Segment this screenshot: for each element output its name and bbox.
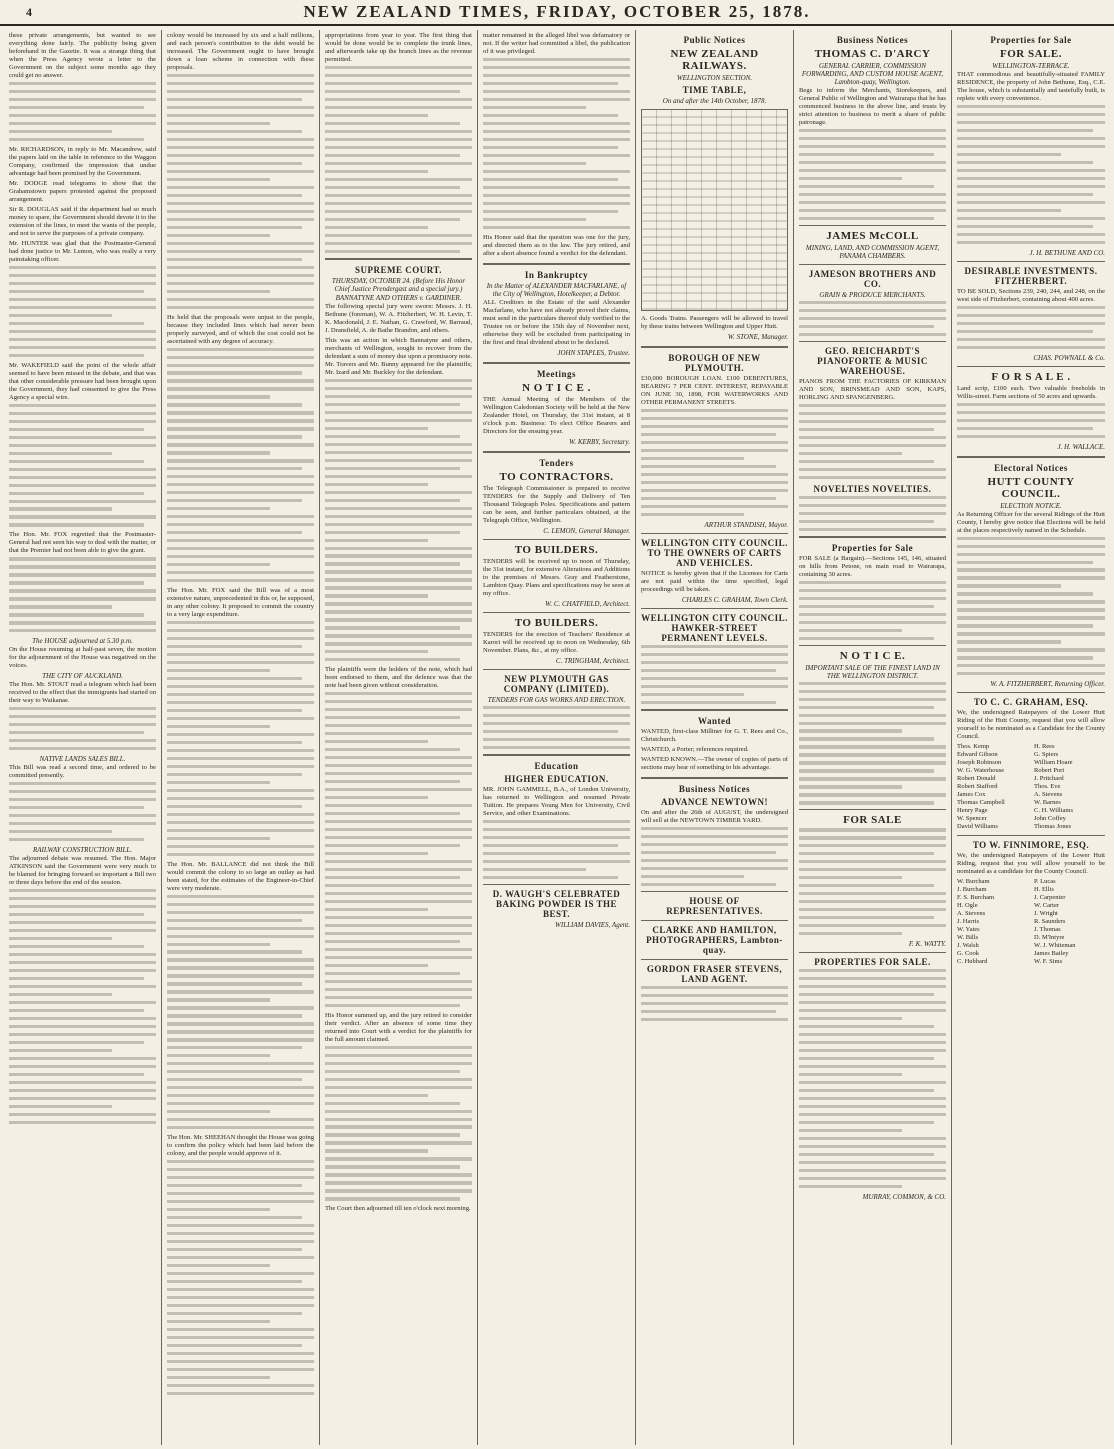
notice-body: A. Goods Trains. Passengers will be allowed to travel by these trains between Wellington and Upper Hutt.	[641, 315, 788, 330]
notice-title: JAMES McCOLL	[826, 229, 919, 242]
ratepayer-name: W. Yates	[957, 926, 980, 934]
text-block	[9, 889, 156, 1124]
text-block	[799, 828, 946, 935]
ratepayer-name: Robert Port	[1034, 767, 1065, 775]
ratepayer-name: J. Harris	[957, 918, 980, 926]
text-block	[9, 82, 156, 141]
column-3	[320, 30, 478, 1445]
railway-timetable	[641, 109, 788, 311]
article-paragraph: The Hon. Mr. FOX said the Bill was of a most extensive nature, unprecedented in this or, he supposed, in any other colony. It proposed to commit the country to a very large expenditure.	[167, 587, 314, 619]
newspaper-title: NEW ZEALAND TIMES, FRIDAY, OCTOBER 25, 1878.	[303, 2, 811, 21]
notice-title: FOR SALE.	[1000, 48, 1062, 60]
article-paragraph: The Court then adjourned till ten o'clock next morning.	[325, 1205, 471, 1213]
ratepayer-name: H. Ellis	[1034, 886, 1054, 894]
notice-title: TO W. FINNIMORE, ESQ.	[972, 840, 1090, 851]
article-paragraph: The adjourned debate was resumed. The Hon. Major ATKINSON said the Government were very much to be blamed for bringing forward so important a Bill two or three days before the end of the session.	[9, 855, 156, 887]
signature: W. C. CHATFIELD, Architect.	[545, 599, 630, 608]
notice-body: Land scrip, £100 each. Two valuable freeholds in Willis-street. Farm sections of 50 acres and upwards.	[957, 384, 1105, 400]
ratepayer-name: H. Ogle	[957, 902, 978, 910]
article-paragraph: The Hon. Mr. BALLANCE did not think the Bill would commit the colony to so large an outlay as had been stated, for the estimates of the Engineer-in-Chief were very moderate.	[167, 860, 314, 892]
ratepayer-name: C. H. Williams	[1034, 807, 1073, 815]
notice-title: CLARKE AND HAMILTON, PHOTOGRAPHERS, Lambton-quay.	[646, 924, 783, 955]
notice-body: TENDERS will be received up to noon of Thursday, the 31st instant, for extensive Alterations and Additions to the premises of Messrs. Gray and Featherstone, Lambton Quay. Plans and specifications may be seen at my office.	[483, 557, 630, 597]
notice-title: In the Matter of ALEXANDER MACFARLANE, of the City of Wellington, Hotelkeeper, a Debtor.	[486, 281, 627, 298]
article-paragraph: these private arrangements, but wanted to see everything done fairly. The publicity being given beforehand in the Gazette. It was a strange thing that when the Press Agency wrote a letter to the Government on the subject some months ago they could get no answer.	[9, 32, 156, 79]
signature: W. STONE, Manager.	[727, 333, 788, 341]
notice-body: TENDERS for the erection of Teachers' Residence at Karori will be received up to noon on Wednesday, 6th November. Plans, &c., at my office.	[483, 630, 630, 654]
wanted-ad: WANTED KNOWN.—The owner of copies of parts of sections may hear of something to his advantage.	[641, 755, 788, 771]
article-paragraph: He held that the proposals were unjust to the people, because they included lines which had never been properly surveyed, and of which the cost could not be ascertained with any degree of accuracy.	[167, 313, 314, 345]
text-block	[957, 537, 1105, 676]
ratepayer-name: G. Spiers	[1034, 751, 1059, 759]
notice-title: NOVELTIES NOVELTIES.	[813, 483, 932, 494]
ratepayer-name: James Cox	[957, 791, 986, 799]
article-heading: NATIVE LANDS SALES BILL.	[39, 755, 126, 764]
notice-title: GORDON FRASER STEVENS, LAND AGENT.	[646, 963, 783, 984]
ratepayer-name: W. G. Waterhouse	[957, 767, 1005, 775]
article-paragraph: This Bill was read a second time, and ordered to be committed presently.	[9, 764, 156, 780]
text-block	[641, 827, 788, 886]
ratepayer-name: A. Stevens	[1034, 791, 1063, 799]
section-title: Public Notices	[683, 35, 746, 45]
notice-subtitle: TENDERS FOR GAS WORKS AND ERECTION.	[487, 695, 626, 704]
ratepayer-name: D. M'Intyre	[1034, 934, 1065, 942]
section-title: Education	[534, 760, 579, 771]
ratepayer-name: J. Carpenter	[1034, 894, 1066, 902]
ratepayer-name: Robert Stafford	[957, 783, 998, 791]
text-block	[325, 692, 472, 1007]
notice-body: On and after the 26th of AUGUST, the undersigned will sell at the NEWTOWN TIMBER YARD.	[641, 808, 788, 824]
ratepayer-names	[957, 743, 1105, 831]
page-number: 4	[26, 4, 32, 19]
article-paragraph: This was an action in which Bannatyne and others, merchants of Wellington, sought to recover from the defendant a sum of money due upon a promissory note. Mr. Travers and Mr. Bunny appeared for the plaintiffs; Mr. Izard and Mr. Buckley for the defendant.	[325, 336, 472, 376]
text-block	[641, 409, 788, 516]
column-1	[4, 30, 162, 1445]
notice-title: HOUSE OF REPRESENTATIVES.	[666, 895, 763, 916]
section-title: Properties for Sale	[990, 35, 1072, 45]
notice-subtitle: WELLINGTON-TERRACE.	[992, 62, 1070, 70]
signature: J. H. BETHUNE AND CO.	[1029, 248, 1105, 257]
ratepayer-name: J. Walsh	[957, 942, 979, 950]
article-paragraph: appropriations from year to year. The first thing that would be done would be to complete the trunk lines, and afterwards take up the branch lines as the revenue permitted.	[325, 32, 472, 63]
notice-body: NOTICE is hereby given that if the Licenses for Carts are not paid within the time specified, legal proceedings will be taken.	[641, 569, 788, 593]
ratepayer-name: P. Lucas	[1034, 878, 1056, 886]
notice-subtitle: ELECTION NOTICE.	[1000, 501, 1062, 510]
text-block	[483, 820, 630, 879]
text-block	[641, 645, 788, 704]
notice-title: N O T I C E.	[839, 649, 906, 662]
signature: C. TRINGHAM, Architect.	[555, 656, 630, 665]
notice-body: The Telegraph Commissioner is prepared to receive TENDERS for the Supply and Delivery of Ten Thousand Telegraph Poles. Specifications and pattern can be seen, and further particulars obtained, at the Telegraph Office, Wellington.	[483, 484, 630, 524]
notice-title: TO BUILDERS.	[514, 543, 599, 556]
wanted-ad: WANTED, a Porter; references required.	[641, 745, 749, 753]
notice-subtitle: MINING, LAND, AND COMMISSION AGENT, PANAMA CHAMBERS.	[805, 243, 940, 260]
notice-title: JAMESON BROTHERS AND CO.	[808, 268, 937, 289]
ratepayer-name: A. Stevens	[957, 910, 986, 918]
wanted-ad: WANTED, first-class Milliner for G. T. Rees and Co., Christchurch.	[641, 727, 788, 743]
text-block	[957, 403, 1105, 438]
text-block	[957, 105, 1105, 244]
text-block	[799, 129, 946, 220]
ratepayer-name: H. Rees	[1034, 743, 1055, 751]
notice-body: We, the undersigned Ratepayers of the Lower Hutt Riding of the Hutt County, request that you will allow yourself to be nominated as a Candidate for the County Council.	[957, 709, 1105, 741]
article-paragraph: matter remained in the alleged libel was defamatory or not. If the writer had committed a libel, the publication of it was privileged.	[483, 32, 630, 55]
notice-subtitle: GENERAL CARRIER, COMMISSION FORWARDING, AND CUSTOM HOUSE AGENT, Lambton-quay, Wellington.	[801, 62, 944, 86]
notice-title: HUTT COUNTY COUNCIL.	[987, 475, 1075, 500]
section-title: Properties for Sale	[831, 542, 914, 553]
ratepayer-name: Thos. Kemp	[957, 743, 990, 751]
notice-title: WELLINGTON CITY COUNCIL. TO THE OWNERS OF CARTS AND VEHICLES.	[641, 537, 788, 568]
text-block	[325, 66, 472, 253]
section-title: Business Notices	[678, 783, 751, 794]
article-paragraph: The Hon. Mr. FOX regretted that the Postmaster-General had not seen his way to deal with the matter, or that the Premier had not been able to give the grant.	[9, 531, 156, 555]
notice-title: NEW PLYMOUTH GAS COMPANY (LIMITED).	[503, 673, 610, 694]
text-block	[483, 58, 630, 229]
text-block	[167, 895, 314, 1130]
court-subtitle: THURSDAY, OCTOBER 24. (Before His Honor Chief Justice Prendergast and a special jury.)	[331, 276, 466, 293]
ratepayer-name: Edward Gibson	[957, 751, 998, 759]
ratepayer-name: R. Saunders	[1034, 918, 1066, 926]
notice-body: TO BE SOLD, Sections 239, 240, 244, and 248, on the west side of Fitzherbert, containing about 400 acres.	[957, 287, 1105, 303]
article-paragraph: His Honor summed up, and the jury retired to consider their verdict. After an absence of some time they returned into Court with a verdict for the plaintiffs for the full amount claimed.	[325, 1011, 472, 1043]
article-paragraph: The Hon. Mr. SHEEHAN thought the House was going to confirm the policy which had been laid before the colony, and the people would approve of it.	[167, 1134, 314, 1158]
ratepayer-name: G. Cook	[957, 950, 980, 958]
ratepayer-name: W. Carter	[1034, 902, 1060, 910]
text-block	[9, 266, 156, 357]
notice-title: WELLINGTON CITY COUNCIL. HAWKER-STREET PERMANENT LEVELS.	[641, 612, 788, 643]
article-heading: RAILWAY CONSTRUCTION BILL.	[32, 846, 133, 855]
notice-body: THE Annual Meeting of the Members of the Wellington Caledonian Society will be held at the New Zealander Hotel, on Thursday, the 31st instant, at 8 o'clock p.m. Business: To elect Office Bearers and Directors for the ensuing year.	[483, 395, 630, 435]
article-paragraph: The following special jury were sworn: Messrs. J. H. Bethune (foreman), W. A. Fitzherbert, W. H. Levin, T. K. Macdonald, J. E. Nathan, G. Crawford, W. Barraud, J. Dransfield, A. de Bathe Brandon, and others.	[325, 302, 472, 334]
notice-title: THOMAS C. D'ARCY	[814, 48, 931, 60]
masthead	[0, 0, 1114, 26]
notice-body: THAT commodious and beautifully-situated FAMILY RESIDENCE, the property of John Bethune, Esq., C.E. The house, which is substantially and tastefully built, is replete with every convenience.	[957, 71, 1105, 102]
article-paragraph: The plaintiffs were the holders of the note, which had been endorsed to them, and the defence was that the note had been given without consideration.	[325, 666, 472, 690]
column-6	[794, 30, 952, 1445]
article-heading: THE CITY OF AUCKLAND.	[42, 672, 123, 681]
text-block	[799, 496, 946, 531]
ratepayer-name: W. Burcham	[957, 878, 990, 886]
section-title: Tenders	[539, 457, 574, 468]
ratepayer-name: Thos. Eve	[1034, 783, 1061, 791]
ratepayer-name: Robert Donald	[957, 775, 996, 783]
notice-title: ADVANCE NEWTOWN!	[661, 796, 768, 807]
ratepayer-name: J. Wright	[1034, 910, 1058, 918]
text-block	[167, 74, 314, 309]
notice-title: HIGHER EDUCATION.	[504, 773, 609, 784]
notice-body: As Returning Officer for the several Ridings of the Hutt County, I hereby give notice that Elections will be held at the places respectively named in the Schedule.	[957, 510, 1105, 534]
notice-title: TO CONTRACTORS.	[499, 470, 614, 483]
ratepayer-name: C. Hubbard	[957, 958, 988, 966]
signature: ARTHUR STANDISH, Mayor.	[704, 520, 788, 529]
text-block	[957, 306, 1105, 349]
text-block	[799, 969, 946, 1188]
ratepayer-name: W. J. Whiteman	[1034, 942, 1076, 950]
notice-title: TO BUILDERS.	[514, 616, 599, 629]
text-block	[325, 379, 472, 662]
signature: W. KERBY, Secretary.	[569, 437, 630, 446]
article-paragraph: Mr. HUNTER was glad that the Postmaster-General had done justice to Mr. Lemon, who was really a very painstaking officer.	[9, 239, 156, 263]
notice-title: N O T I C E .	[522, 381, 591, 394]
text-block	[9, 404, 156, 527]
notice-subtitle: GRAIN & PRODUCE MERCHANTS.	[819, 290, 926, 299]
notice-body: Begs to inform the Merchants, Storekeepers, and General Public of Wellington and Wairarapa that he has commenced business in the above line, and trusts by strict attention to business to merit a share of public patronage.	[799, 87, 946, 126]
notice-title: FOR SALE	[843, 814, 902, 827]
section-title: Wanted	[697, 715, 731, 726]
notice-body: FOR SALE (a Bargain).—Sections 145, 146, situated on hills from Petone, on main road to Wairarapa, containing 30 acres.	[799, 554, 946, 578]
ratepayer-name: W. F. Sims	[1034, 958, 1063, 966]
ratepayer-name: William Hoare	[1034, 759, 1073, 767]
timetable-subtitle: On and after the 14th October, 1878.	[662, 97, 767, 105]
notice-subtitle: IMPORTANT SALE OF THE FINEST LAND IN THE WELLINGTON DISTRICT.	[805, 663, 940, 680]
notice-title: TO C. C. GRAHAM, ESQ.	[973, 697, 1089, 708]
notice-body: PIANOS FROM THE FACTORIES OF KIRKMAN AND SON, BRINSMEAD AND SON, KAPS, HORLING AND SPANGENBERG.	[799, 377, 946, 401]
text-block	[325, 1046, 472, 1201]
text-block	[167, 621, 314, 856]
timetable-heading: TIME TABLE,	[682, 85, 747, 95]
ratepayer-name: Henry Page	[957, 807, 988, 815]
section-title: Electoral Notices	[994, 462, 1068, 473]
signature: CHAS. POWNALL & Co.	[1033, 353, 1105, 362]
article-paragraph: colony would be increased by six and a half millions, and each person's contribution to the debt would be increased. The Government ought to have brought down a loan scheme in connection with these proposals.	[167, 32, 314, 71]
case-title: BANNATYNE AND OTHERS v. GARDINER.	[335, 293, 462, 302]
ratepayer-names	[957, 878, 1105, 966]
article-paragraph: Mr. RICHARDSON, in reply to Mr. Macandrew, said the papers laid on the table in reference to the Waggon Company, confirmed the impression that undue advantage had been promised by the Government.	[9, 145, 156, 177]
ratepayer-name: W. Bills	[957, 934, 979, 942]
section-title: SUPREME COURT.	[354, 264, 443, 275]
column-4	[478, 30, 636, 1445]
text-block	[9, 557, 156, 632]
article-heading: The HOUSE adjourned at 5.30 p.m.	[32, 637, 133, 646]
ratepayer-name: F. S. Burcham	[957, 894, 995, 902]
text-block	[799, 301, 946, 336]
signature: J. H. WALLACE.	[1057, 442, 1105, 451]
article-paragraph: Mr. WAKEFIELD said the point of the whole affair seemed to have been missed in the debate, and that was that other considerable pressure had been brought upon the Government, they had consented to give the Press Agency a special wire.	[9, 361, 156, 401]
text-block	[9, 707, 156, 750]
article-paragraph: Sir R. DOUGLAS said if the department had so much money to spare, the Government should devote it to the extension of the lines, to meet the wants of the people, and not to serve the purposes of a private company.	[9, 205, 156, 237]
text-block	[799, 682, 946, 805]
notice-title: PROPERTIES FOR SALE.	[814, 957, 931, 968]
section-title: Business Notices	[836, 35, 909, 45]
signature: JOHN STAPLES, Trustee.	[557, 348, 630, 357]
section-title: Meetings	[537, 368, 576, 379]
signature: F. K. WATTY.	[908, 940, 946, 949]
signature: C. LEMON, General Manager.	[543, 526, 630, 535]
ratepayer-name: John Coffey	[1034, 815, 1066, 823]
text-block	[483, 706, 630, 749]
article-paragraph: His Honor said that the question was one for the jury, and directed them as to the law. The jury retired, and after a short absence found a verdict for the defendant.	[483, 233, 630, 257]
article-paragraph: The Hon. Mr. STOUT read a telegram which had been received to the effect that the immigrants had started on their way to Waikanae.	[9, 681, 156, 705]
text-block	[799, 404, 946, 479]
ratepayer-name: Thomas Campbell	[957, 799, 1005, 807]
ratepayer-name: David Williams	[957, 823, 998, 831]
ratepayer-name: J. Burcham	[957, 886, 987, 894]
text-block	[167, 348, 314, 583]
ratepayer-name: Thomas Jones	[1034, 823, 1072, 831]
text-block	[641, 986, 788, 1021]
notice-title: DESIRABLE INVESTMENTS. FITZHERBERT.	[964, 265, 1098, 286]
text-block	[9, 782, 156, 841]
notice-title: GEO. REICHARDT'S PIANOFORTE & MUSIC WAREHOUSE.	[817, 345, 928, 376]
article-paragraph: Mr. DODGE read telegrams to show that the Grahamstown papers protested against the proposed arrangement.	[9, 179, 156, 203]
ratepayer-name: Joseph Robinson	[957, 759, 1002, 767]
notice-title: D. WAUGH'S CELEBRATED BAKING POWDER IS THE BEST.	[492, 888, 621, 919]
signature: CHARLES C. GRAHAM, Town Clerk.	[681, 595, 788, 604]
ratepayer-name: J. Thomas	[1034, 926, 1061, 934]
notice-body: We, the undersigned Ratepayers of the Lower Hutt Riding, request that you will allow yourself to be nominated as a candidate for the County Council.	[957, 852, 1105, 876]
column-7	[952, 30, 1110, 1445]
notice-title: F O R S A L E .	[991, 370, 1071, 383]
text-block	[167, 1160, 314, 1395]
notice-subtitle: WELLINGTON SECTION.	[676, 74, 753, 82]
article-paragraph: On the House resuming at half-past seven, the motion for the adjournment of the House was negatived on the voices.	[9, 646, 156, 670]
notice-title: NEW ZEALAND RAILWAYS.	[670, 48, 759, 72]
notice-title: BOROUGH OF NEW PLYMOUTH.	[668, 353, 761, 373]
signature: WILLIAM DAVIES, Agent.	[555, 920, 630, 929]
ratepayer-name: James Bailey	[1034, 950, 1069, 958]
section-title: In Bankruptcy	[524, 269, 589, 280]
notice-body: £30,000 BOROUGH LOAN. £100 DEBENTURES, BEARING 7 PER CENT. INTEREST, REPAYABLE ON JUNE 30, 1898, FOR WATERWORKS AND OTHER PERMANENT STREETS.	[641, 375, 788, 406]
notice-body: MR. JOHN GAMMELL, B.A., of London University, has returned to Wellington and resumed Private Tuition. He prepares Young Men for University, Civil Service, and other Examinations.	[483, 785, 630, 817]
column-2	[162, 30, 320, 1445]
signature: W. A. FITZHERBERT, Returning Officer.	[990, 680, 1105, 689]
signature: MURRAY, COMMON, & CO.	[862, 1192, 946, 1201]
ratepayer-name: J. Pritchard	[1034, 775, 1064, 783]
columns	[4, 30, 1110, 1445]
ratepayer-name: W. Spencer	[957, 815, 987, 823]
notice-body: ALL Creditors in the Estate of the said Alexander Macfarlane, who have not already proved their claims, must send in the particulars thereof duly verified to the Trustee on or before the 15th day of November next, otherwise they will be excluded from participating in the first and final dividend about to be declared.	[483, 298, 630, 346]
text-block	[799, 581, 946, 640]
column-5	[636, 30, 794, 1445]
ratepayer-name: W. Barnes	[1034, 799, 1061, 807]
